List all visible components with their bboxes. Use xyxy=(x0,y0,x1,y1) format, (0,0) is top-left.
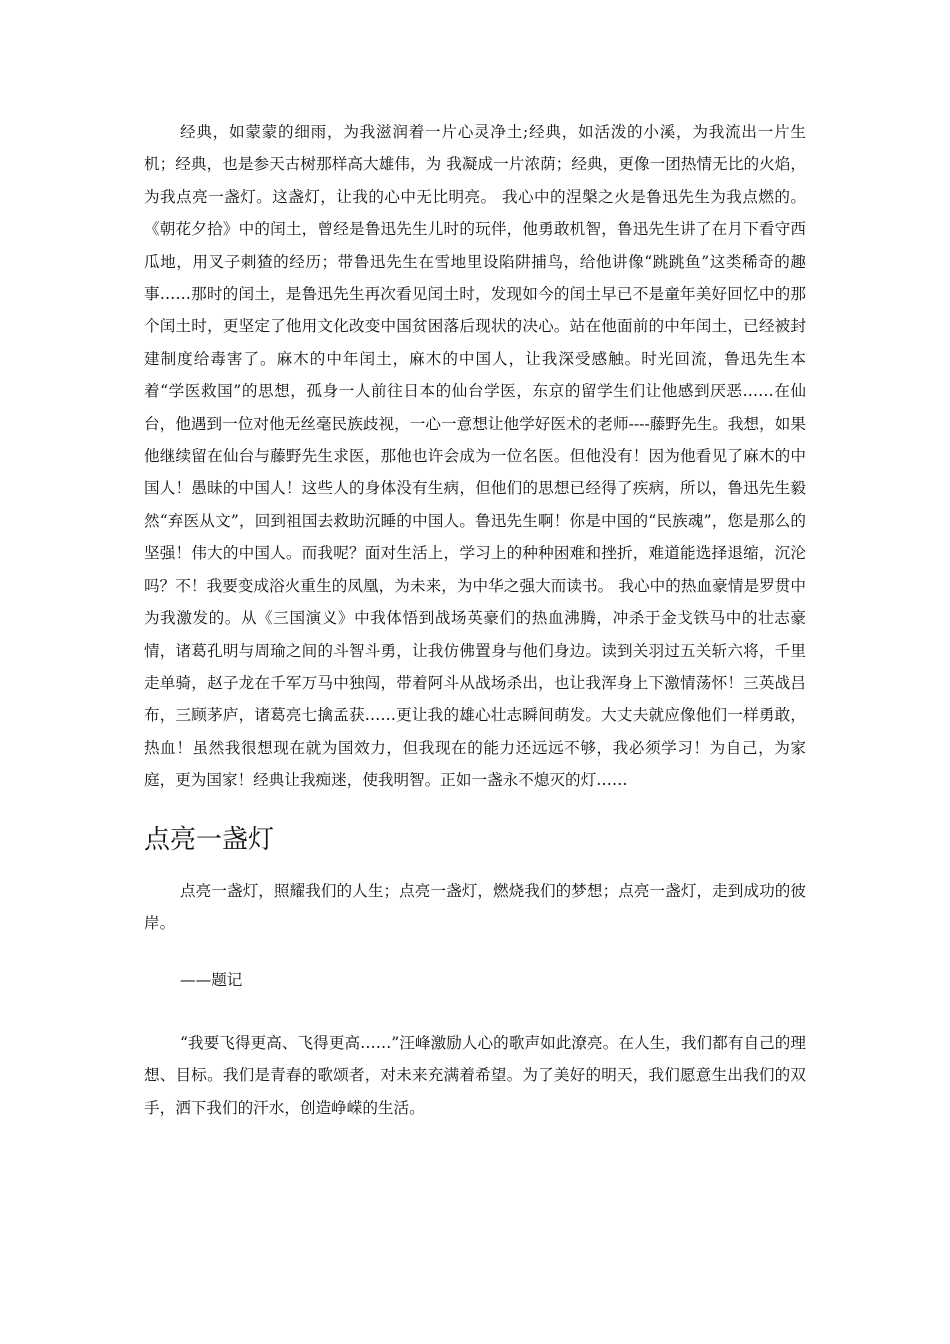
epigraph-signoff: ——题记 xyxy=(180,971,243,990)
essay-paragraph-2: “我要飞得更高、飞得更高……”汪峰激励人心的歌声如此潦亮。在人生，我们都有自己的理想、目标。我们是青春的歌颂者，对未来充满着希望。为了美好的明天，我们愿意生出我们的双手，洒下我们的汗水，创造峥嵘的生活。 xyxy=(144,1033,806,1117)
essay-paragraph-1: 经典，如蒙蒙的细雨，为我滋润着一片心灵净土;经典，如活泼的小溪，为我流出一片生机；经典，也是参天古树那样高大雄伟，为 我凝成一片浓荫；经典，更像一团热情无比的火焰，为我点亮一盏灯。这盏灯，让我的心中无比明亮。 我心中的涅槃之火是鲁迅先生为我点燃的。《朝花夕拾》中的闰土，曾经是鲁迅先生儿时的玩伴，他勇敢机智，鲁迅先生讲了在月下看守西瓜地，用叉子刺猹的经历；带鲁迅先生在雪地里设陷阱捕鸟，给他讲像“跳跳鱼”这类稀奇的趣事……那时的闰土，是鲁迅先生再次看见闰土时，发现如今的闰土早已不是童年美好回忆中的那个闰土时，更坚定了他用文化改变中国贫困落后现状的决心。站在他面前的中年闰土，已经被封建制度给毒害了。麻木的中年闰土，麻木的中国人，让我深受感触。时光回流，鲁迅先生本着“学医救国”的思想，孤身一人前往日本的仙台学医，东京的留学生们让他感到厌恶……在仙台，他遇到一位对他无丝毫民族歧视，一心一意想让他学好医术的老师----藤野先生。我想，如果他继续留在仙台与藤野先生求医，那他也许会成为一位名医。但他没有！因为他看见了麻木的中国人！愚昧的中国人！这些人的身体没有生病，但他们的思想已经得了疾病，所以，鲁迅先生毅然“弃医从文”，回到祖国去救助沉睡的中国人。鲁迅先生啊！你是中国的“民族魂”，您是那么的坚强！伟大的中国人。而我呢？面对生活上，学习上的种种困难和挫折，难道能选择退缩，沉沦吗？不！我要变成浴火重生的凤凰，为未来，为中华之强大而读书。 我心中的热血豪情是罗贯中为我激发的。从《三国演义》中我体悟到战场英豪们的热血沸腾，冲杀于金戈铁马中的壮志豪情，诸葛孔明与周瑜之间的斗智斗勇，让我仿佛置身与他们身边。读到关羽过五关斩六将，千里走单骑，赵子龙在千军万马中独闯，带着阿斗从战场杀出，也让我浑身上下激情荡怀！三英战吕布，三顾茅庐，诸葛亮七擒孟获……更让我的雄心壮志瞬间萌发。大丈夫就应像他们一样勇敢，热血！虽然我很想现在就为国效力，但我现在的能力还远远不够，我必须学习！为自己，为家庭，更为国家！经典让我痴迷，使我明智。正如一盏永不熄灭的灯…… xyxy=(144,123,806,790)
essay-heading: 点亮一盏灯 xyxy=(144,824,275,855)
epigraph-paragraph: 点亮一盏灯，照耀我们的人生；点亮一盏灯，燃烧我们的梦想；点亮一盏灯，走到成功的彼岸。 xyxy=(144,881,806,932)
document-page xyxy=(144,116,806,1124)
